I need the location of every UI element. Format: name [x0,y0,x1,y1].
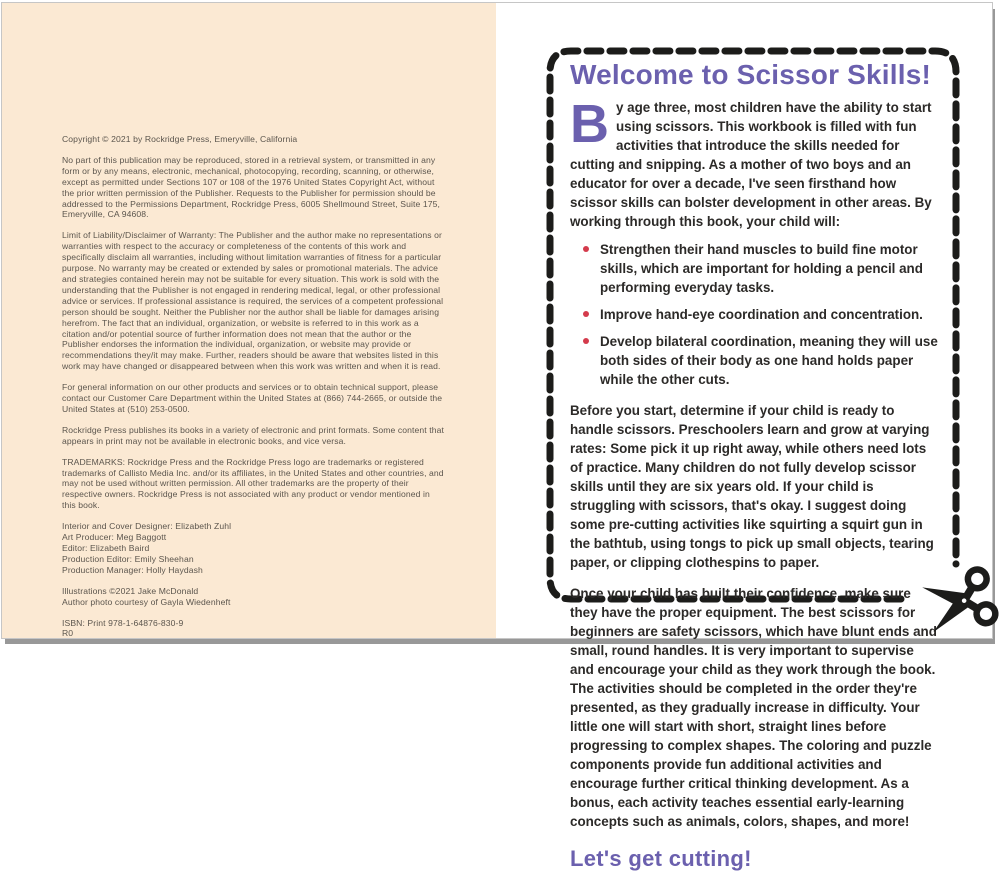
readiness-paragraph: Before you start, determine if your child is ready to handle scissors. Preschoolers learn and grow at varying rates: Some pick it up right away, while others need lots of practice. Many children do not fully develop scissor skills until they are six years old. If your child is struggling with scissors, that's okay. I suggest doing some pre-cutting activities like squirting a squirt gun in the bathtub, using tongs to pick up small objects, tearing paper, or clipping clothespins to paper. [570,403,934,570]
closing-line: Let's get cutting! [570,846,752,871]
credit-line: Production Manager: Holly Haydash [62,564,203,575]
credit-line: Interior and Cover Designer: Elizabeth Zuhl [62,521,232,532]
formats-paragraph: Rockridge Press publishes its books in a variety of electronic and print formats. Some content that appears in print may not be available in electronic books, and vice versa. [62,424,444,446]
credit-line: Art Producer: Meg Baggott [62,532,167,543]
list-item-text: Strengthen their hand muscles to build fine motor skills, which are important for holding a pencil and performing everyday tasks. [600,242,923,295]
illustration-credit-line: Illustrations ©2021 Jake McDonald [62,585,199,596]
revision-line: R0 [62,628,74,639]
page-title: Welcome to Scissor Skills! [570,59,932,90]
copyright-page [2,3,496,638]
book-spread [2,3,992,871]
benefits-list [570,240,938,389]
list-item-text: Improve hand-eye coordination and concentration. [600,307,923,322]
trademarks-paragraph: TRADEMARKS: Rockridge Press and the Rockridge Press logo are trademarks or registered trademarks of Callisto Media Inc. and/or its affiliates, in the United States and other countries, and may not be used without written permission. All other trademarks are the property of their respective owners. Rockridge Press is not associated with any product or vendor mentioned in this book. [62,456,444,511]
equipment-paragraph: Once your child has built their confidence, make sure they have the proper equipment. The best scissors for beginners are safety scissors, which have blunt ends and small, round handles. It is very important to supervise and encourage your child as they work through the book. The activities should be completed in the order they're presented, as they gradually increase in difficulty. Your little one will start with short, straight lines before progressing to complex shapes. The coloring and puzzle components provide fun additional activities and encourage further critical thinking development. As a bonus, each activity teaches essential early-learning concepts such as animals, colors, shapes, and more! [570,586,937,829]
isbn-block [62,618,446,640]
welcome-page [496,3,992,871]
bullet-dot-icon [583,338,589,344]
copyright-paragraph: No part of this publication may be reproduced, stored in a retrieval system, or transmitted in any form or by any means, electronic, mechanical, photocopying, recording, scanning, or otherwise, except as permitted under Sections 107 or 108 of the 1976 United States Copyright Act, without the prior written permission of the Publisher. Requests to the Publisher for permission should be addressed to the Permissions Department, Rockridge Press, 6005 Shellmound Street, Suite 175, Emeryville, CA 94608. [62,154,440,220]
list-item [600,305,938,324]
copyright-block [62,134,446,649]
intro-paragraph [570,94,938,231]
liability-paragraph: Limit of Liability/Disclaimer of Warranty: The Publisher and the author make no representations or warranties with respect to the accuracy or completeness of the contents of this work and specifically disclaim all warranties, including without limitation warranties of fitness for a particular purpose. No warranty may be created or extended by sales or promotional materials. The advice and strategies contained herein may not be suitable for every situation. This work is sold with the understanding that the Publisher is not engaged in rendering medical, legal, or other professional advice or services. If professional assistance is required, the services of a competent professional person should be sought. Neither the Publisher nor the author shall be liable for damages arising herefrom. The fact that an individual, organization, or website is referred to in this work as a citation and/or potential source of further information does not mean that the author or the Publisher endorses the information the individual, organization, or website may provide or recommendations they/it may make. Further, readers should be aware that websites listed in this work may have changed or disappeared between when this work was written and when it is read. [62,230,444,372]
welcome-content [570,59,938,872]
credit-line: Editor: Elizabeth Baird [62,543,150,553]
intro-text: y age three, most children have the ability to start using scissors. This workbook is filled with fun activities that introduce the skills needed for cutting and snipping. As a mother of two boys and an educator for over a decade, I've seen firsthand how scissor skills can bolster development in other areas. By working through this book, your child will: [570,100,932,229]
list-item [600,332,938,389]
cut-out-dashed-frame [545,46,961,871]
list-item [600,240,938,297]
copyright-line: Copyright © 2021 by Rockridge Press, Emeryville, California [62,134,298,144]
bullet-dot-icon [583,246,589,252]
credits-block [62,521,446,576]
list-item-text: Develop bilateral coordination, meaning they will use both sides of their body as one hand holds paper while the other cuts. [600,334,938,387]
illustration-credits-block [62,586,446,608]
credit-line: Production Editor: Emily Sheehan [62,553,194,564]
dropcap-letter: B [570,94,609,154]
isbn-line: ISBN: Print 978-1-64876-830-9 [62,617,184,628]
contact-paragraph: For general information on our other products and services or to obtain technical support, please contact our Customer Care Department within the United States at (866) 744-2665, or outside the United States at (510) 253-0500. [62,382,443,414]
author-photo-credit-line: Author photo courtesy of Gayla Wiedenheft [62,596,231,607]
bullet-dot-icon [583,311,589,317]
